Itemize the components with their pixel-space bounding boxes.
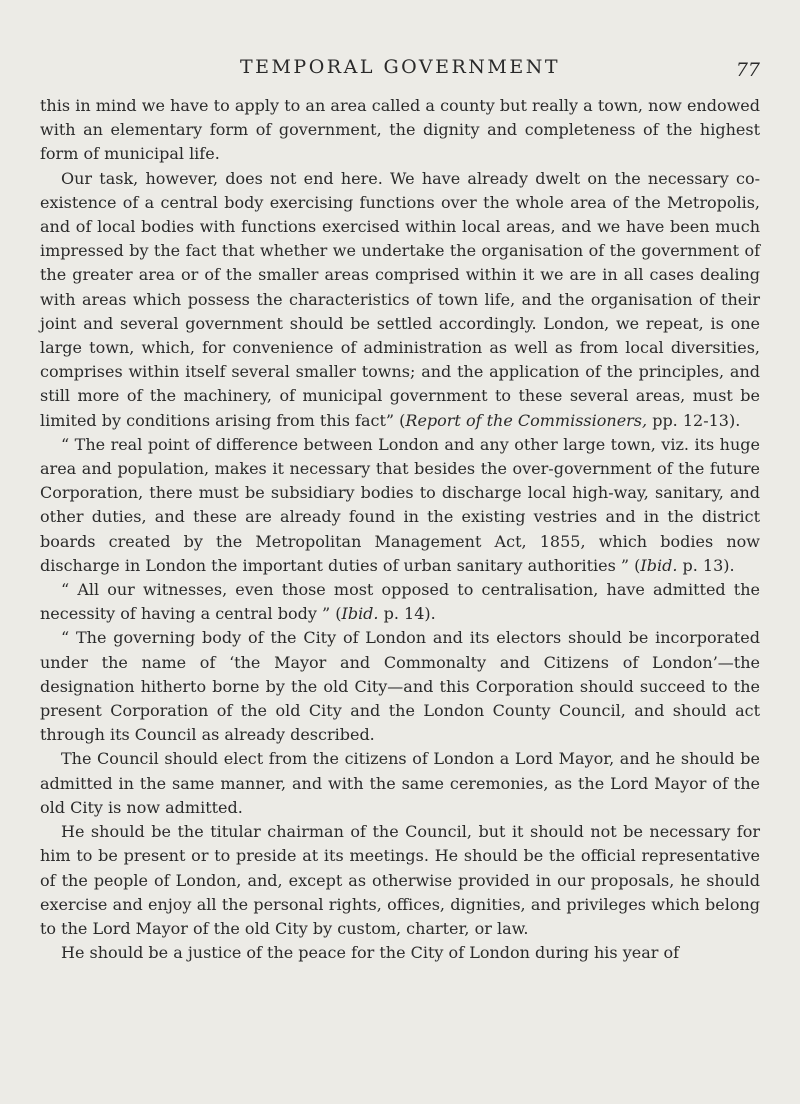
paragraph-4-text: “ All our witnesses, even those most opposed to centralisation, have admitted the necessity of having a central body ” ( [40,580,760,624]
paragraph-5: “ The governing body of the City of London and its electors should be incorporated under the name of ‘the Mayor and Commonalty and Citizens of London’—the designation hitherto borne by the old City—and this Corporation should succeed to the present Corporation of the old City and the London County Council, and should act through its Council as already described. [40,628,760,745]
paragraph-6: The Council should elect from the citizens of London a Lord Mayor, and he should be admitted in the same manner, and with the same ceremonies, as the Lord Mayor of the old City is now admitted. [40,749,760,817]
paragraph-1: this in mind we have to apply to an area called a county but really a town, now endowed with an elementary form of government, the dignity and completeness of the highest form of municipal life. [40,96,760,164]
paragraph-3-pages: p. 13). [677,555,735,575]
paragraph-3 [40,433,760,578]
paragraph-7: He should be the titular chairman of the Council, but it should not be necessary for him to be present or to preside at its meetings. He should be the official representative of the people of London, and, except as otherwise provided in our proposals, he should exercise and enjoy all the personal rights, offices, dignities, and privileges which belong to the Lord Mayor of the old City by custom, charter, or law. [40,822,760,938]
paragraph-2-text: Our task, however, does not end here. We have already dwelt on the necessary co-existence of a central body exercising functions over the whole area of the Metropolis, and of local bodies with functions exercised within local areas, and we have been much impressed by the fact that whether we undertake the organisation of the government of the greater area or of the smaller areas comprised within it we are in all cases dealing with areas which possess the characteristics of town life, and the organisation of their joint and several government should be settled accordingly. London, we repeat, is one large town, which, for convenience of administration as well as from local diversities, comprises within itself several smaller towns; and the application of the principles, and still more of the machinery, of municipal government to these several areas, must be limited by conditions arising from this fact” ( [40,168,760,430]
page-header [40,56,760,86]
paragraph-4 [40,578,760,626]
paragraph-4-pages: p. 14). [378,604,436,624]
page-number: 77 [735,59,760,81]
paragraph-2 [40,167,760,433]
paragraph-2-pages: pp. 12-13). [647,410,741,430]
citation-report-of-commissioners: Report of the Commissioners, [405,410,648,430]
citation-ibid: Ibid. [341,604,379,624]
body-text [40,94,760,965]
citation-ibid: Ibid. [640,555,678,575]
paragraph-8: He should be a justice of the peace for the City of London during his year of [61,943,680,963]
running-title: TEMPORAL GOVERNMENT [239,56,561,78]
paragraph-3-text: “ The real point of difference between London and any other large town, viz. its huge area and population, makes it necessary that besides the over-government of the future Corporation, there must be subsidiary bodies to discharge local high-way, sanitary, and other duties, and these are already found in the existing vestries and in the district boards created by the Metropolitan Management Act, 1855, which bodies now discharge in London the important duties of urban sanitary authorities ” ( [40,434,760,575]
